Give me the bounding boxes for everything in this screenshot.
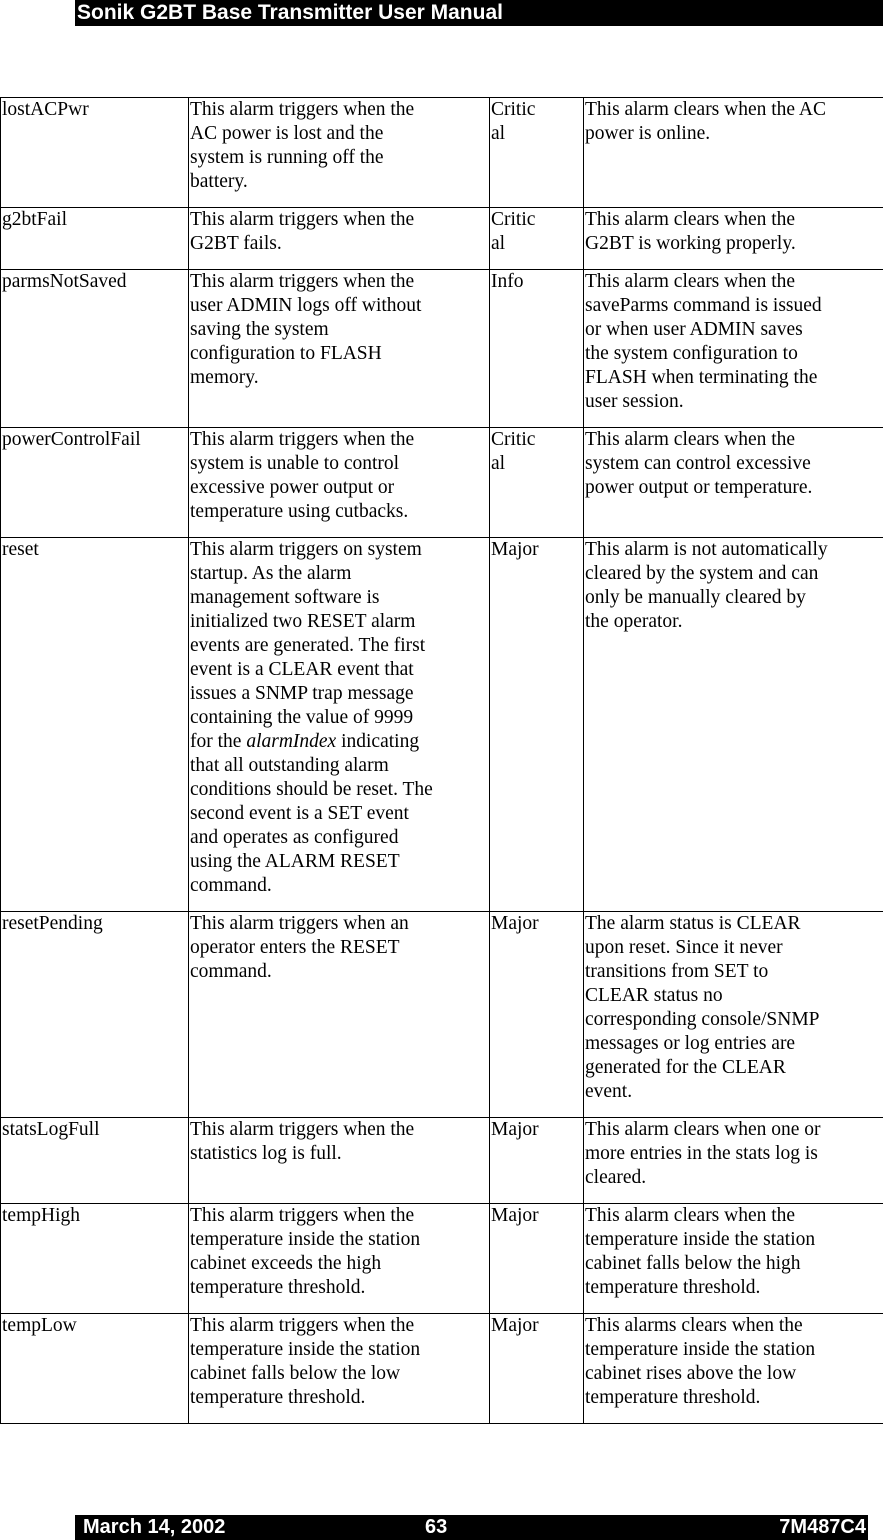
description-text: This alarm triggers on system startup. As the alarm management software is initialized two RESET alarm events are generated. The first event is a CLEAR event that issues a SNMP trap message containing the value of 9999 for the [190,539,426,752]
alarm-description: This alarm triggers when the user ADMIN logs off without saving the system configuration to FLASH memory. [189,270,490,428]
alarm-description: This alarm triggers when the system is unable to control excessive power output or temperature using cutbacks. [189,428,490,538]
alarm-clear-condition: This alarm clears when the temperature inside the station cabinet falls below the high temperature threshold. [584,1204,883,1314]
page-header [75,0,883,26]
alarm-description: This alarm triggers when the temperature inside the station cabinet falls below the low temperature threshold. [189,1314,490,1424]
alarm-description: This alarm triggers when the statistics log is full. [189,1118,490,1204]
alarm-name: resetPending [1,912,189,1118]
alarm-name: reset [1,538,189,912]
alarm-severity: Major [490,1314,584,1424]
alarm-severity: Info [490,270,584,428]
page-number: 63 [425,1516,448,1538]
alarm-description [189,538,490,912]
alarm-description: This alarm triggers when the temperature inside the station cabinet exceeds the high temperature threshold. [189,1204,490,1314]
alarm-table [0,97,883,1424]
alarm-severity: Major [490,1118,584,1204]
table-row [1,1204,883,1314]
table-row [1,428,883,538]
alarm-clear-condition: This alarm clears when the saveParms command is issued or when user ADMIN saves the system configuration to FLASH when terminating the user session. [584,270,883,428]
alarm-clear-condition: This alarm clears when the system can control excessive power output or temperature. [584,428,883,538]
alarm-severity: Major [490,912,584,1118]
alarm-clear-condition: This alarm clears when the AC power is online. [584,98,883,208]
table-row [1,98,883,208]
alarm-severity: Major [490,1204,584,1314]
alarm-severity: Critic al [490,208,584,270]
alarm-name: powerControlFail [1,428,189,538]
page-footer [75,1515,868,1540]
alarm-clear-condition: This alarm clears when one or more entries in the stats log is cleared. [584,1118,883,1204]
table-row [1,208,883,270]
alarm-name: tempHigh [1,1204,189,1314]
alarm-name: parmsNotSaved [1,270,189,428]
alarm-severity: Major [490,538,584,912]
document-number: 7M487C4 [779,1516,866,1538]
alarm-name: statsLogFull [1,1118,189,1204]
alarm-name: g2btFail [1,208,189,270]
alarm-clear-condition: This alarm clears when the G2BT is working properly. [584,208,883,270]
alarm-severity: Critic al [490,428,584,538]
alarm-index-term: alarmIndex [246,731,337,752]
alarm-description: This alarm triggers when the AC power is lost and the system is running off the battery. [189,98,490,208]
table-row [1,538,883,912]
alarm-severity: Critic al [490,98,584,208]
alarm-clear-condition: This alarm is not automatically cleared by the system and can only be manually cleared by the operator. [584,538,883,912]
footer-date: March 14, 2002 [83,1516,226,1538]
alarm-clear-condition: This alarms clears when the temperature inside the station cabinet rises above the low temperature threshold. [584,1314,883,1424]
table-row [1,1118,883,1204]
table-row [1,270,883,428]
alarm-clear-condition: The alarm status is CLEAR upon reset. Since it never transitions from SET to CLEAR status no corresponding console/SNMP messages or log entries are generated for the CLEAR event. [584,912,883,1118]
table-row [1,1314,883,1424]
alarm-name: lostACPwr [1,98,189,208]
description-text: indicating that all outstanding alarm conditions should be reset. The second event is a SET event and operates as configured using the ALARM RESET command. [190,731,433,896]
table-row [1,912,883,1118]
alarm-name: tempLow [1,1314,189,1424]
alarm-description: This alarm triggers when the G2BT fails. [189,208,490,270]
header-title: Sonik G2BT Base Transmitter User Manual [77,1,503,24]
alarm-description: This alarm triggers when an operator enters the RESET command. [189,912,490,1118]
